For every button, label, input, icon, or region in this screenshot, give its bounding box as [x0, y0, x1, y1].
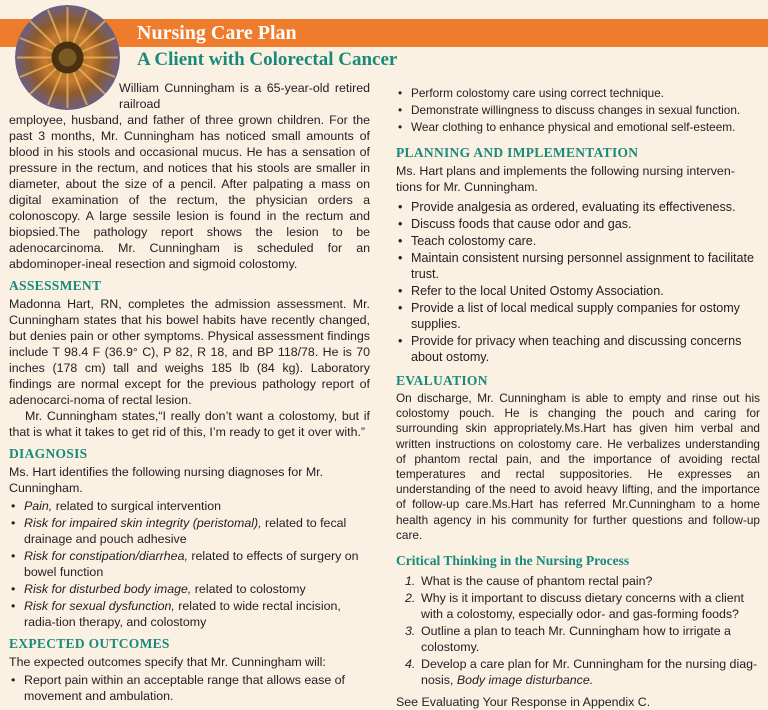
- expected-outcomes-heading: EXPECTED OUTCOMES: [9, 636, 170, 651]
- list-item: [9, 548, 370, 580]
- item-number: 1.: [405, 574, 416, 589]
- diagnosis-label: Risk for sexual dysfunction,: [24, 599, 175, 613]
- appendix-reference: See Evaluating Your Response in Appendix C.: [396, 695, 651, 710]
- flower-image: [15, 5, 120, 110]
- expected-outcomes-list: [9, 672, 370, 704]
- item-text: Develop a care plan for Mr. Cunningham for the nursing diag-nosis,: [421, 657, 758, 688]
- item-text-italic: Body image disturbance.: [456, 673, 594, 688]
- diagnosis-text: related to surgical intervention: [52, 499, 221, 513]
- diagnosis-text: related to wide rectal incision, radia-tion therapy, and colostomy: [24, 599, 341, 629]
- list-item: • Maintain consistent nursing personnel assignment to facilitate trust.: [396, 250, 760, 282]
- list-item: • Perform colostomy care using correct technique.: [396, 85, 760, 101]
- item-number: 3.: [405, 624, 416, 639]
- critical-thinking-list: [396, 573, 760, 688]
- item-text: What is the cause of phantom rectal pain?: [421, 574, 653, 589]
- critical-thinking-heading: Critical Thinking in the Nursing Process: [396, 553, 630, 569]
- item-number: 4.: [405, 657, 416, 672]
- diagnosis-label: Risk for disturbed body image,: [24, 582, 192, 596]
- list-item: [396, 590, 760, 622]
- expected-outcomes-intro: The expected outcomes specify that Mr. Cunningham will:: [9, 655, 326, 669]
- diagnosis-text: related to fecal drainage and pouch adhesive: [24, 516, 347, 546]
- assessment-paragraph: Madonna Hart, RN, completes the admission assessment. Mr. Cunningham states that his bowel habits have recently changed, but denies pain or other symptoms. Physical assessment findings include T 98.4 F (36.9° C), P 82, R 18, and BP 118/78. He is 70 inches (178 cm) tall and weighs 185 lb (84 kg). Laboratory findings are normal except for the previous pathology report of adenocarci-noma of rectal lesion.: [9, 297, 370, 407]
- list-item: • Report pain within an acceptable range that allows ease of movement and ambulation.: [9, 672, 370, 704]
- assessment-quote: Mr. Cunningham states,“I really don’t want a colostomy, but if that is what it takes to get rid of this, I’m ready to get it over with.”: [9, 409, 370, 439]
- list-item: [9, 515, 370, 547]
- evaluation-paragraph: On discharge, Mr. Cunningham is able to empty and rinse out his colostomy pouch. He is changing the pouch and caring for surrounding skin appropriately.Ms.Hart has given him verbal and written instructions on colostomy care. He verbalizes understanding of phantom rectal pain, and the importance of avoiding rectal temperatures and rectal suppositories. He expresses an understanding of the need to avoid heavy lifting, and the importance of follow-up care.Ms.Hart has referred Mr.Cunningham to a home health agency in his community for further questions and follow-up care.: [396, 391, 760, 542]
- item-text: Outline a plan to teach Mr. Cunningham how to irrigate a colostomy.: [421, 624, 731, 655]
- intro-paragraph: employee, husband, and father of three grown children. For the past 3 months, Mr. Cunningham has noticed small amounts of blood in his stools and occasional mucus. He has a sensation of pressure in the rectum, and notices that his stools are smaller in diameter, about the size of a pencil. After palpating a mass on digital examination of the rectum, the physician orders a colonoscopy. A large sessile lesion is found in the rectum and biopsied.The pathology report shows the lesion to be adenocarcinoma. Mr. Cunningham is scheduled for an abdominoper-ineal resection and sigmoid colostomy.: [9, 113, 370, 271]
- diagnosis-text: related to colostomy: [191, 582, 306, 596]
- planning-intro: Ms. Hart plans and implements the following nursing interven-tions for Mr. Cunningham.: [396, 164, 735, 194]
- list-item: • Discuss foods that cause odor and gas.: [396, 216, 760, 232]
- diagnosis-label: Risk for constipation/diarrhea,: [24, 549, 188, 563]
- page-subtitle: A Client with Colorectal Cancer: [137, 49, 398, 70]
- planning-list: [396, 199, 760, 365]
- list-item: [396, 573, 760, 589]
- intro-first-line: William Cunningham is a 65-year-old retired railroad: [119, 81, 370, 111]
- item-number: 2.: [405, 591, 416, 606]
- list-item: • Provide a list of local medical supply companies for ostomy supplies.: [396, 300, 760, 332]
- diagnosis-heading: DIAGNOSIS: [9, 446, 88, 461]
- right-column: [396, 83, 760, 710]
- list-item: [9, 598, 370, 630]
- list-item: [396, 656, 760, 688]
- list-item: • Provide for privacy when teaching and discussing concerns about ostomy.: [396, 333, 760, 365]
- list-item: • Refer to the local United Ostomy Association.: [396, 283, 760, 299]
- list-item: [396, 623, 760, 655]
- left-column: [9, 80, 370, 705]
- assessment-heading: ASSESSMENT: [9, 278, 102, 293]
- item-text: Why is it important to discuss dietary concerns with a client with a colostomy, especially odor- and gas-forming foods?: [421, 591, 744, 622]
- list-item: • Wear clothing to enhance physical and emotional self-esteem.: [396, 119, 760, 135]
- diagnosis-label: Risk for impaired skin integrity (peristomal),: [24, 516, 262, 530]
- evaluation-heading: EVALUATION: [396, 373, 488, 388]
- list-item: • Teach colostomy care.: [396, 233, 760, 249]
- page-title: Nursing Care Plan: [137, 22, 297, 44]
- expected-outcomes-continued: [396, 85, 760, 135]
- list-item: [9, 581, 370, 597]
- list-item: • Provide analgesia as ordered, evaluating its effectiveness.: [396, 199, 760, 215]
- diagnosis-list: [9, 498, 370, 630]
- diagnosis-text: related to effects of surgery on bowel function: [24, 549, 359, 579]
- diagnosis-intro: Ms. Hart identifies the following nursing diagnoses for Mr. Cunningham.: [9, 465, 324, 495]
- list-item: • Demonstrate willingness to discuss changes in sexual function.: [396, 102, 760, 118]
- diagnosis-label: Pain,: [24, 499, 53, 513]
- planning-heading: PLANNING AND IMPLEMENTATION: [396, 145, 639, 160]
- list-item: [9, 498, 370, 514]
